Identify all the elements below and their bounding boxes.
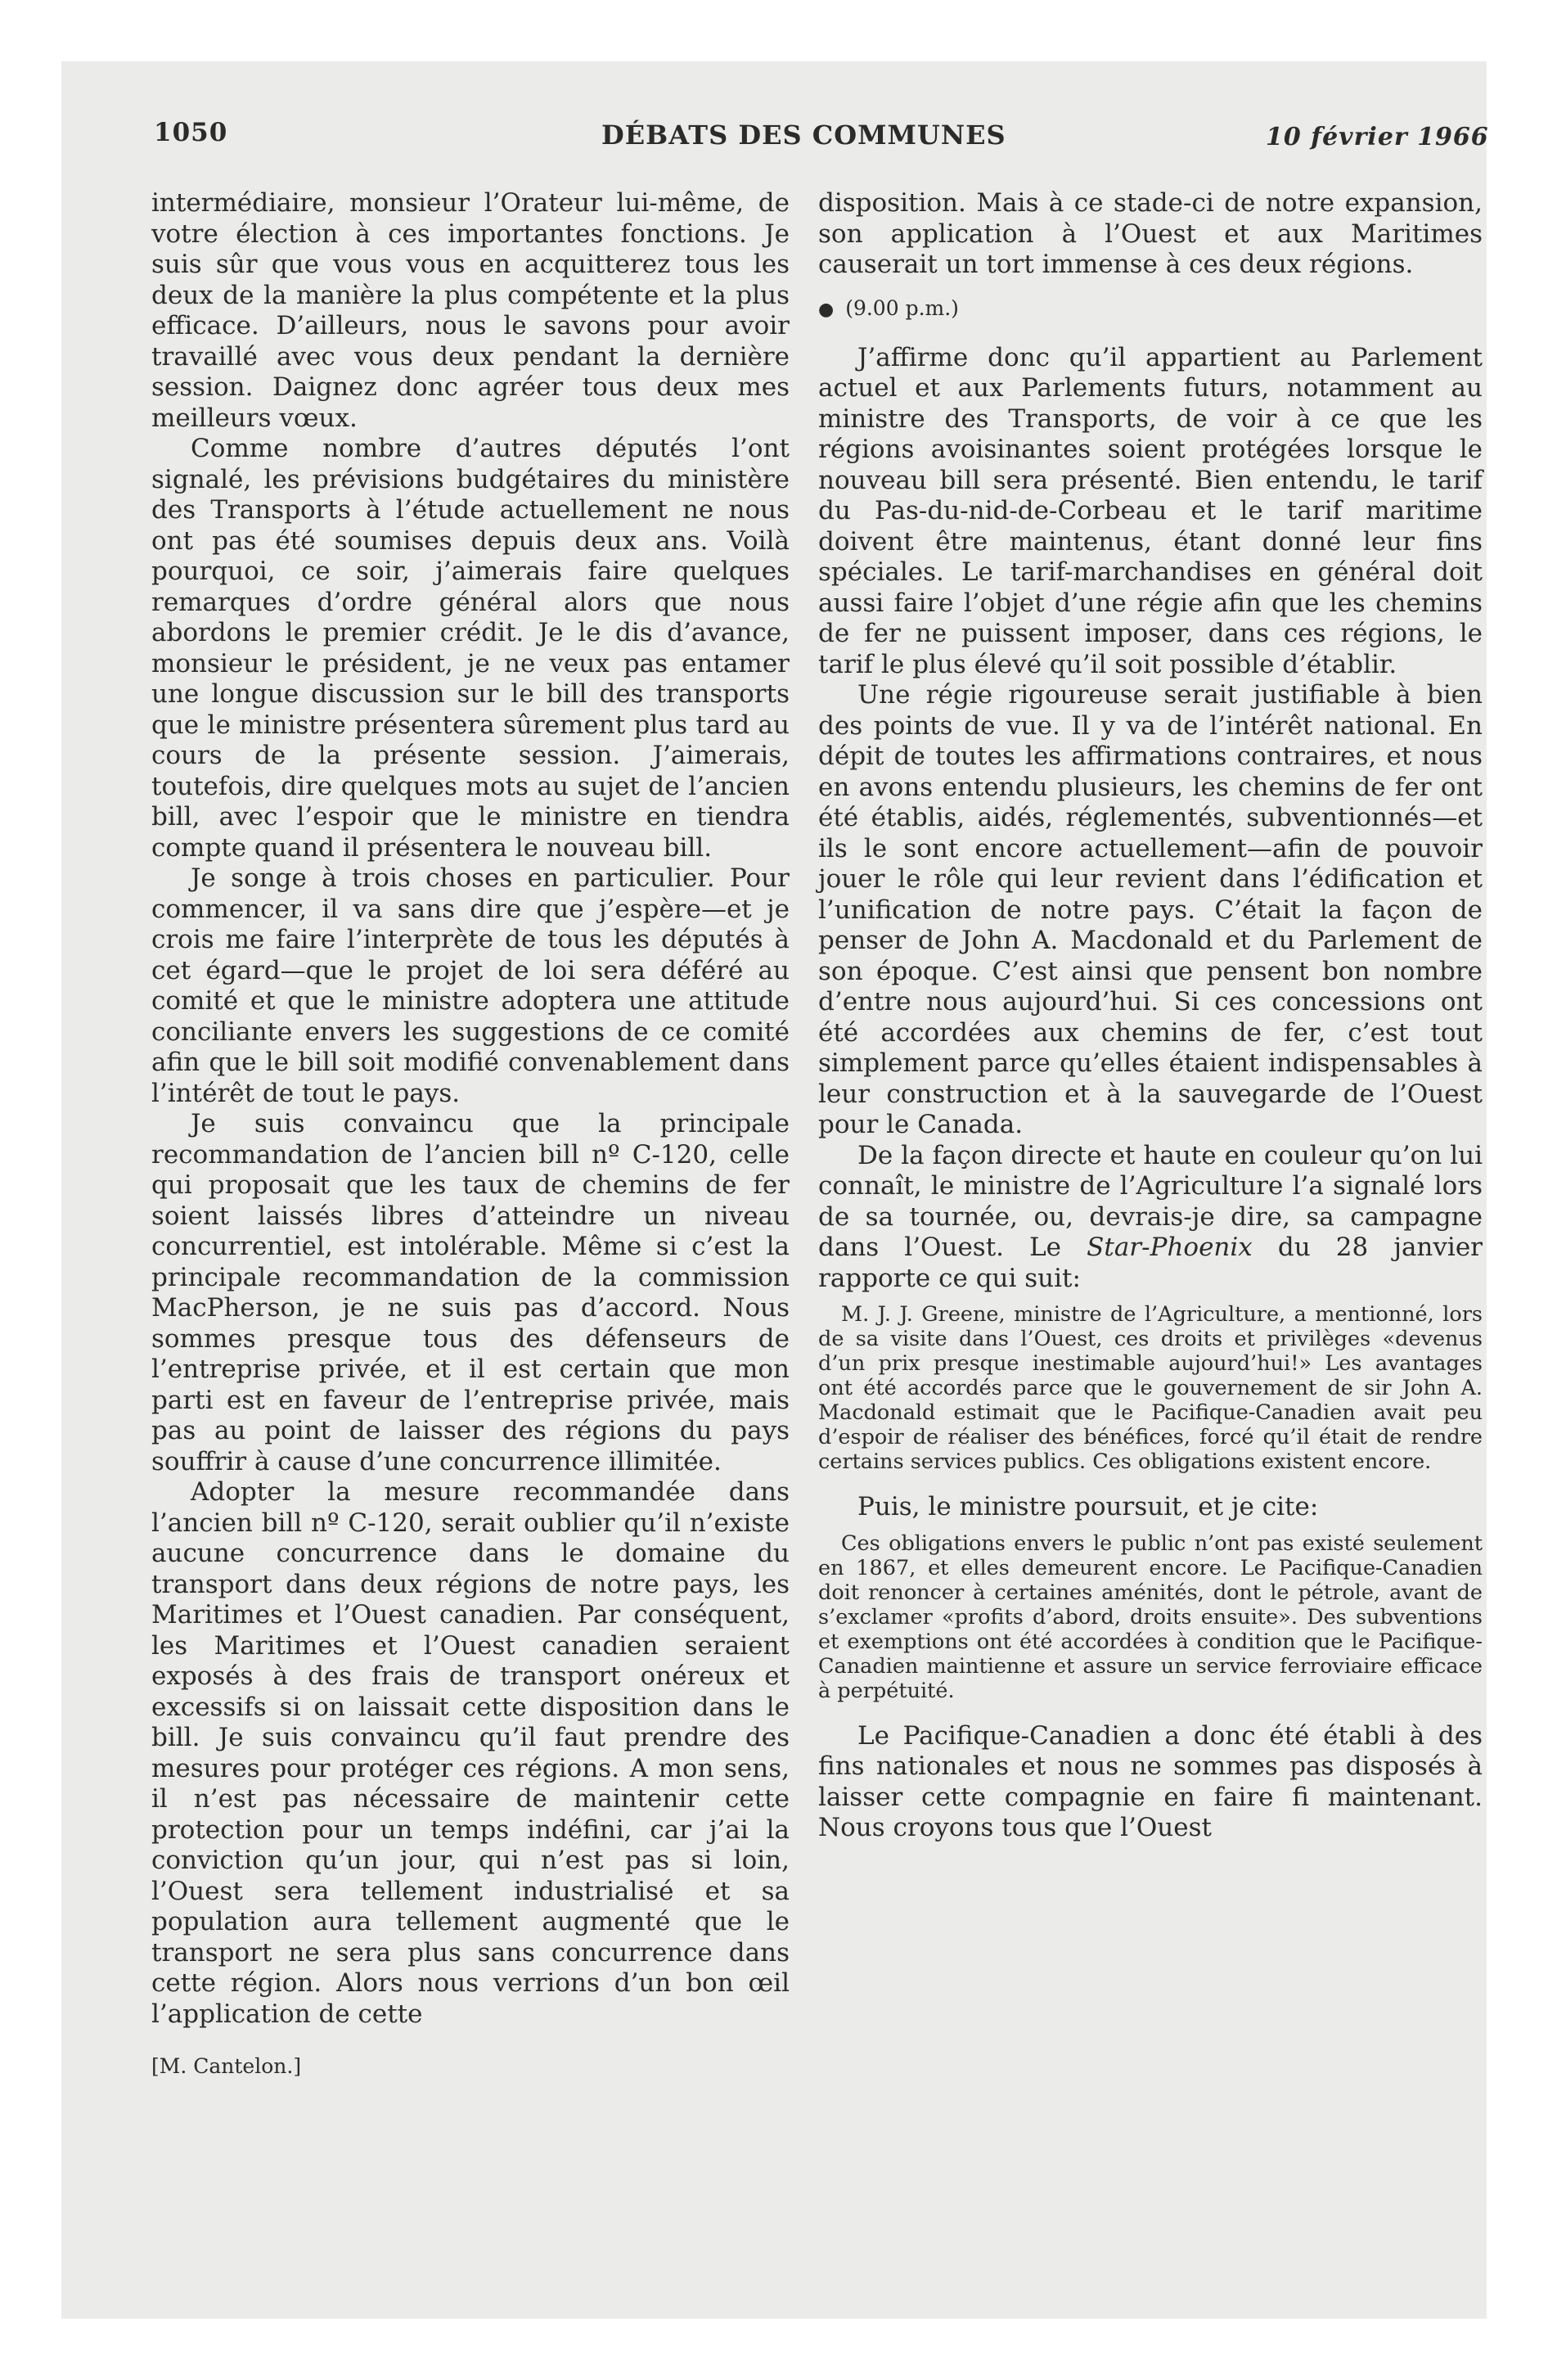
page-date: 10 février 1966	[1266, 123, 1489, 151]
paragraph-minister	[818, 1141, 1483, 1295]
paragraph-puis: Puis, le ministre poursuit, et je cite:	[857, 1492, 1319, 1521]
paragraph-competition: Adopter la mesure recommandée dans l’ancien bill nº C-120, serait oublier qu’il n’existe aucune concurrence dans le domaine du transport dans deux régions de notre pays, les Maritimes et l’Ouest canadien. Par conséquent, les Maritimes et l’Ouest canadien seraient exposés à des frais de transport onéreux et excessifs si on laissait cette disposition dans le bill. Je suis convaincu qu’il faut prendre des mesures pour protéger ces régions. A mon sens, il n’est pas nécessaire de maintenir cette protection pour un temps indéfini, car j’ai la conviction qu’un jour, qui n’est pas si loin, l’Ouest sera tellement industrialisé et sa population aura tellement augmenté que le transport ne sera plus sans concurrence dans cette région. Alors nous verrions d’un bon œil l’application de cette	[151, 1477, 790, 2029]
paragraph-budget: Comme nombre d’autres députés l’ont signalé, les prévisions budgétaires du ministère des Transports à l’étude actuellement ne nous ont pas été soumises depuis deux ans. Voilà pourquoi, ce soir, j’aimerais faire quelques remarques d’ordre général alors que nous abordons le premier crédit. Je le dis d’avance, monsieur le président, je ne veux pas entamer une longue discussion sur le bill des transports que le ministre présentera sûrement plus tard au cours de la présente session. J’aimerais, toutefois, dire quelques mots au sujet de l’ancien bill, avec l’espoir que le ministre en tiendra compte quand il présentera le nouveau bill.	[151, 434, 790, 863]
time-marker	[818, 292, 1483, 327]
page-number: 1050	[154, 118, 228, 147]
paragraph-pacifique: Le Pacifique-Canadien a donc été établi à des fins nationales et nous ne sommes pas disposés à laisser cette compagnie en faire fi maintenant. Nous croyons tous que l’Ouest	[818, 1720, 1483, 1842]
speaker-attribution: [M. Cantelon.]	[151, 2054, 302, 2078]
paragraph-minister-text-a: De la façon directe et haute en couleur qu’on lui connaît, le ministre de l’Agriculture l’a signalé lors de sa tournée, ou, devrais-je dire, sa campagne dans l’Ouest. Le	[818, 1140, 1483, 1262]
bullet-icon: ●	[818, 299, 835, 320]
running-title: DÉBATS DES COMMUNES	[601, 119, 1006, 151]
paragraph-affirm: J’affirme donc qu’il appartient au Parlement actuel et aux Parlements futurs, notamment au ministre des Transports, de voir à ce que les régions avoisinantes soient protégées lorsque le nouveau bill sera présenté. Bien entendu, le tarif du Pas-du-nid-de-Corbeau et le tarif maritime doivent être maintenus, étant donné leur fins spéciales. Le tarif-marchandises en général doit aussi faire l’objet d’une régie afin que les chemins de fer ne puissent imposer, dans ces régions, le tarif le plus élevé qu’il soit possible d’établir.	[818, 342, 1483, 679]
page-header	[0, 115, 1548, 164]
paragraph-regie: Une régie rigoureuse serait justifiable à bien des points de vue. Il y va de l’intérêt national. En dépit de toutes les affirmations contraires, et nous en avons entendu plusieurs, les chemins de fer ont été établis, aidés, réglementés, subventionnés—et ils le sont encore actuellement—afin de pouvoir jouer le rôle qui leur revient dans l’édification et l’unification de notre pays. C’était la façon de penser de John A. Macdonald et du Parlement de son époque. C’est ainsi que pensent bon nombre d’entre nous aujourd’hui. Si ces concessions ont été accordées aux chemins de fer, c’est tout simplement parce qu’elles étaient indispensables à leur construction et à la sauvegarde de l’Ouest pour le Canada.	[818, 680, 1483, 1139]
newspaper-name: Star-Phoenix	[1087, 1233, 1253, 1262]
right-column	[818, 188, 1483, 1844]
paragraph-three-things: Je songe à trois choses en particulier. Pour commencer, il va sans dire que j’espère—et je crois me faire l’interprète de tous les députés à cet égard—que le projet de loi sera déféré au comité et que le ministre adoptera une attitude conciliante envers les suggestions de ce comité afin que le bill soit modifié convenablement dans l’intérêt de tout le pays.	[151, 863, 790, 1108]
paragraph-intro: intermédiaire, monsieur l’Orateur lui-même, de votre élection à ces importantes fonctions. Je suis sûr que vous vous en acquitterez tous les deux de la manière la plus compétente et la plus efficace. D’ailleurs, nous le savons pour avoir travaillé avec vous deux pendant la dernière session. Daignez donc agréer tous deux mes meilleurs vœux.	[151, 188, 790, 433]
time-marker-text: (9.00 p.m.)	[845, 295, 959, 320]
quotation-greene: M. J. J. Greene, ministre de l’Agriculture, a mentionné, lors de sa visite dans l’Ouest, ces droits et privilèges «devenus d’un prix presque inestimable aujourd’hui!» Les avantages ont été accordés parce que le gouvernement de sir John A. Macdonald estimait que le Pacifique-Canadien avait peu d’espoir de réaliser des bénéfices, forcé qu’il était de rendre certains services publics. Ces obligations existent encore.	[818, 1302, 1483, 1474]
left-column	[151, 188, 790, 2093]
paragraph-disposition: disposition. Mais à ce stade-ci de notre expansion, son application à l’Ouest et aux Maritimes causerait un tort immense à ces deux régions.	[818, 188, 1483, 279]
paragraph-recommendation: Je suis convaincu que la principale recommandation de l’ancien bill nº C-120, celle qui proposait que les taux de chemins de fer soient laissés libres d’atteindre un niveau concurrentiel, est intolérable. Même si c’est la principale recommandation de la commission MacPherson, je ne suis pas d’accord. Nous sommes presque tous des défenseurs de l’entreprise privée, et il est certain que mon parti est en faveur de l’entreprise privée, mais pas au point de laisser des régions du pays souffrir à cause d’une concurrence illimitée.	[151, 1109, 790, 1476]
quotation-obligations: Ces obligations envers le public n’ont pas existé seulement en 1867, et elles demeurent encore. Le Pacifique-Canadien doit renoncer à certaines aménités, dont le pétrole, avant de s’exclamer «profits d’abord, droits ensuite». Des subventions et exemptions ont été accordées à condition que le Pacifique-Canadien maintienne et assure un service ferroviaire efficace à perpétuité.	[818, 1530, 1483, 1703]
paragraph-minister-text-b: du 28 janvier rapporte ce qui suit:	[818, 1233, 1483, 1293]
